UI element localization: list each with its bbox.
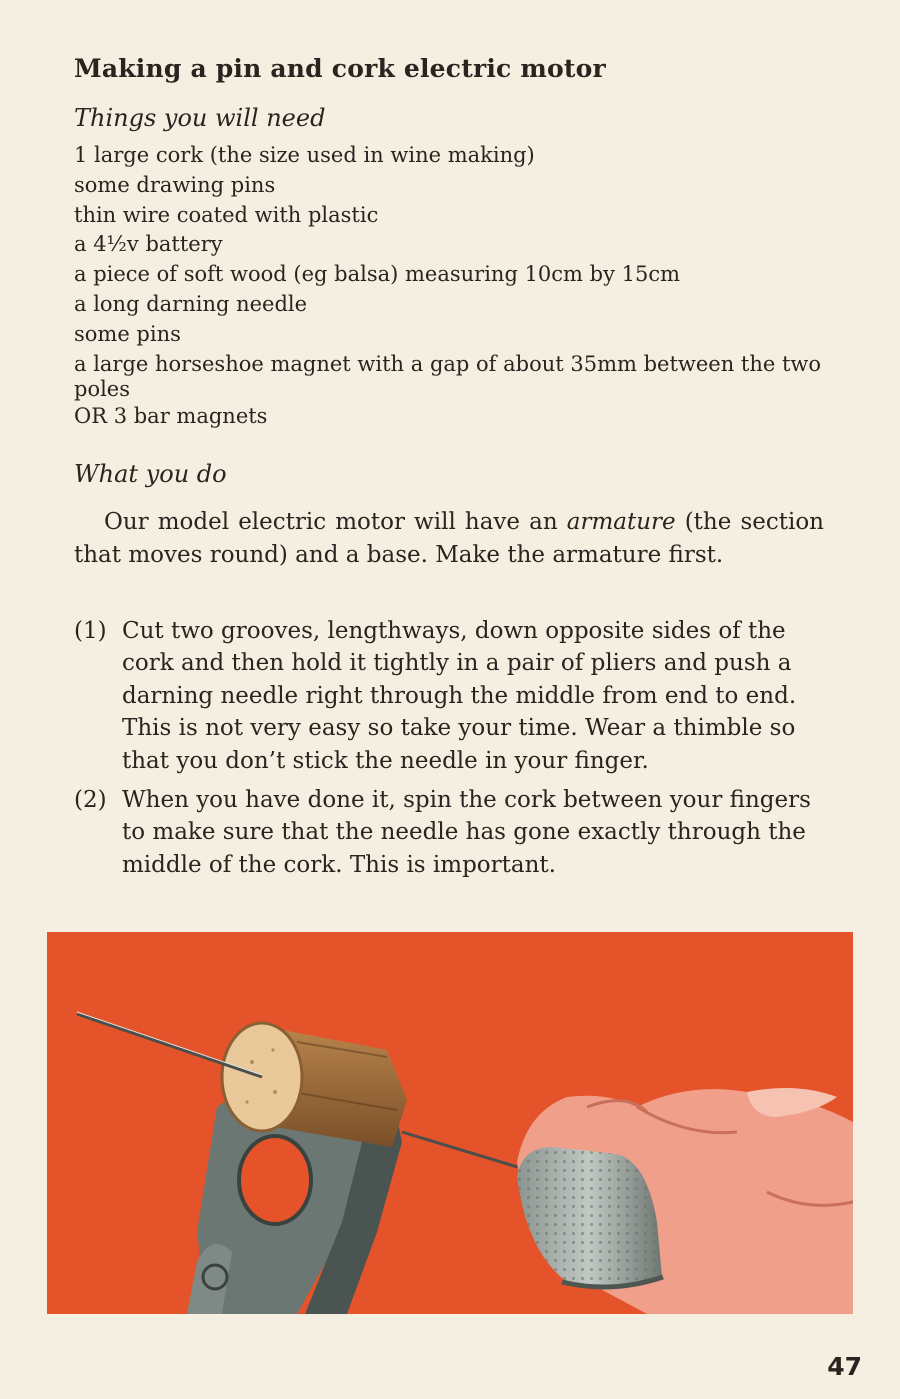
list-item: OR 3 bar magnets [74,403,268,428]
armature-term: armature [566,509,676,535]
intro-text-end: (the section that moves round) and a base. Make the armature first. [74,509,824,568]
what-you-do-heading: What you do [74,460,227,488]
steps-list [74,615,814,888]
list-item: a long darning needle [74,291,308,316]
list-item: 1 large cork (the size used in wine making) [74,143,535,167]
list-item: a large horseshoe magnet with a gap of about 35mm between the two poles [74,351,822,401]
list-item: some pins [74,321,181,346]
illustration-svg [47,932,853,1314]
step-number: (1) [74,618,107,644]
intro-text-start: Our model electric motor will have an [104,509,567,535]
intro-paragraph [74,506,824,571]
list-item: thin wire coated with plastic [74,202,379,227]
things-needed-heading: Things you will need [74,104,326,132]
list-item: some drawing pins [74,172,276,197]
materials-list [74,141,834,431]
step-item [74,615,814,777]
step-text: Cut two grooves, lengthways, down opposite sides of the cork and then hold it tightly in a pair of pliers and push a darning needle right through the middle from end to end. This is not very easy so take your time. Wear a thimble so that you don’t stick the needle in your finger. [122,618,797,774]
cork-pliers-illustration [47,932,853,1314]
list-item: a 4½v battery [74,232,223,257]
step-number: (2) [74,787,107,814]
step-text: When you have done it, spin the cork between your fingers to make sure that the needle has gone exactly through the middle of the cork. This is important. [122,787,811,878]
page-number: 47 [827,1352,862,1381]
list-item: a piece of soft wood (eg balsa) measuring 10cm by 15cm [74,262,681,287]
step-item [74,784,814,881]
page-title: Making a pin and cork electric motor [74,54,606,83]
cork-icon [222,1023,407,1147]
